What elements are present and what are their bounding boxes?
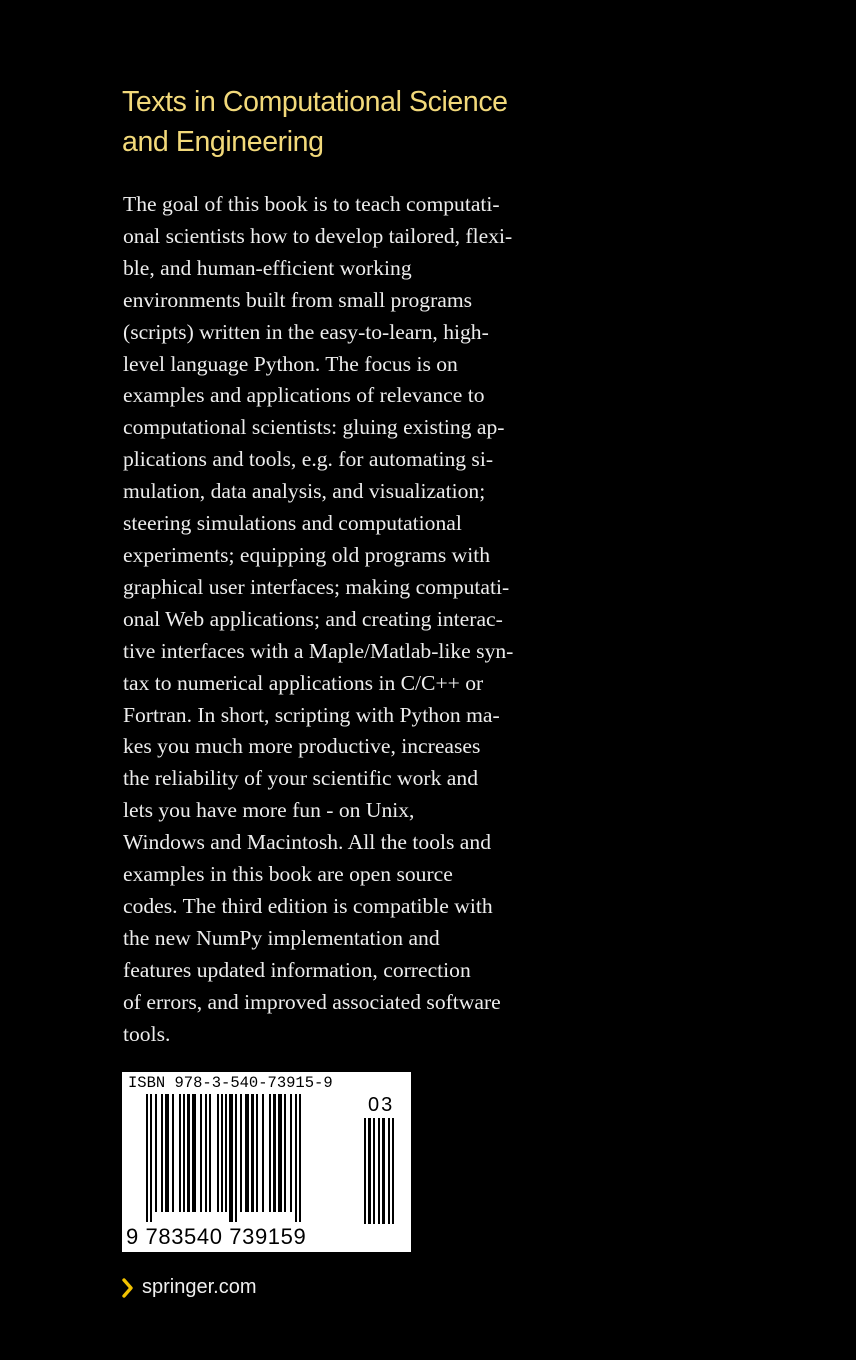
description-line: lets you have more fun - on Unix,: [123, 798, 415, 823]
book-description: [123, 189, 583, 1050]
description-line: tive interfaces with a Maple/Matlab-like syn-: [123, 638, 514, 663]
description-line: Fortran. In short, scripting with Python ma-: [123, 702, 500, 727]
description-line: onal Web applications; and creating interac-: [123, 606, 503, 631]
publisher-link-text: springer.com: [142, 1276, 257, 1298]
barcode-digits: 9 783540 739159: [126, 1224, 307, 1249]
description-line: steering simulations and computational: [123, 511, 462, 536]
description-line: tools.: [123, 1021, 171, 1046]
barcode-addon-number: 03: [368, 1094, 395, 1116]
description-line: experiments; equipping old programs with: [123, 542, 491, 567]
description-line: onal scientists how to develop tailored, flexi-: [123, 223, 513, 248]
description-line: of errors, and improved associated software: [123, 989, 501, 1014]
description-line: computational scientists: gluing existing ap-: [123, 415, 505, 440]
description-line: ble, and human-efficient working: [123, 255, 412, 280]
description-line: the new NumPy implementation and: [123, 925, 440, 950]
description-line: examples and applications of relevance to: [123, 383, 485, 408]
description-line: environments built from small programs: [123, 287, 473, 312]
series-title-line-2: and Engineering: [122, 126, 324, 158]
description-line: mulation, data analysis, and visualization;: [123, 479, 486, 504]
description-line: tax to numerical applications in C/C++ or: [123, 670, 484, 695]
description-line: level language Python. The focus is on: [123, 351, 458, 376]
barcode-bars: [146, 1094, 358, 1224]
description-line: features updated information, correction: [123, 957, 471, 982]
description-line: examples in this book are open source: [123, 862, 453, 887]
description-line: plications and tools, e.g. for automating si-: [123, 447, 494, 472]
description-line: (scripts) written in the easy-to-learn, high-: [123, 319, 489, 344]
description-line: the reliability of your scientific work and: [123, 766, 478, 791]
description-line: The goal of this book is to teach computati-: [123, 192, 500, 216]
description-line: kes you much more productive, increases: [123, 734, 481, 759]
series-title-line-1: Texts in Computational Science: [122, 86, 508, 118]
isbn-label: ISBN 978-3-540-73915-9: [128, 1074, 333, 1092]
description-line: graphical user interfaces; making computati-: [123, 574, 510, 599]
publisher-link[interactable]: [122, 1276, 257, 1299]
isbn-barcode: [122, 1072, 411, 1252]
chevron-right-icon: [122, 1278, 134, 1298]
series-title: [122, 82, 642, 162]
barcode-addon-bars: [364, 1118, 404, 1224]
description-line: Windows and Macintosh. All the tools and: [123, 830, 491, 855]
description-line: codes. The third edition is compatible with: [123, 893, 493, 918]
